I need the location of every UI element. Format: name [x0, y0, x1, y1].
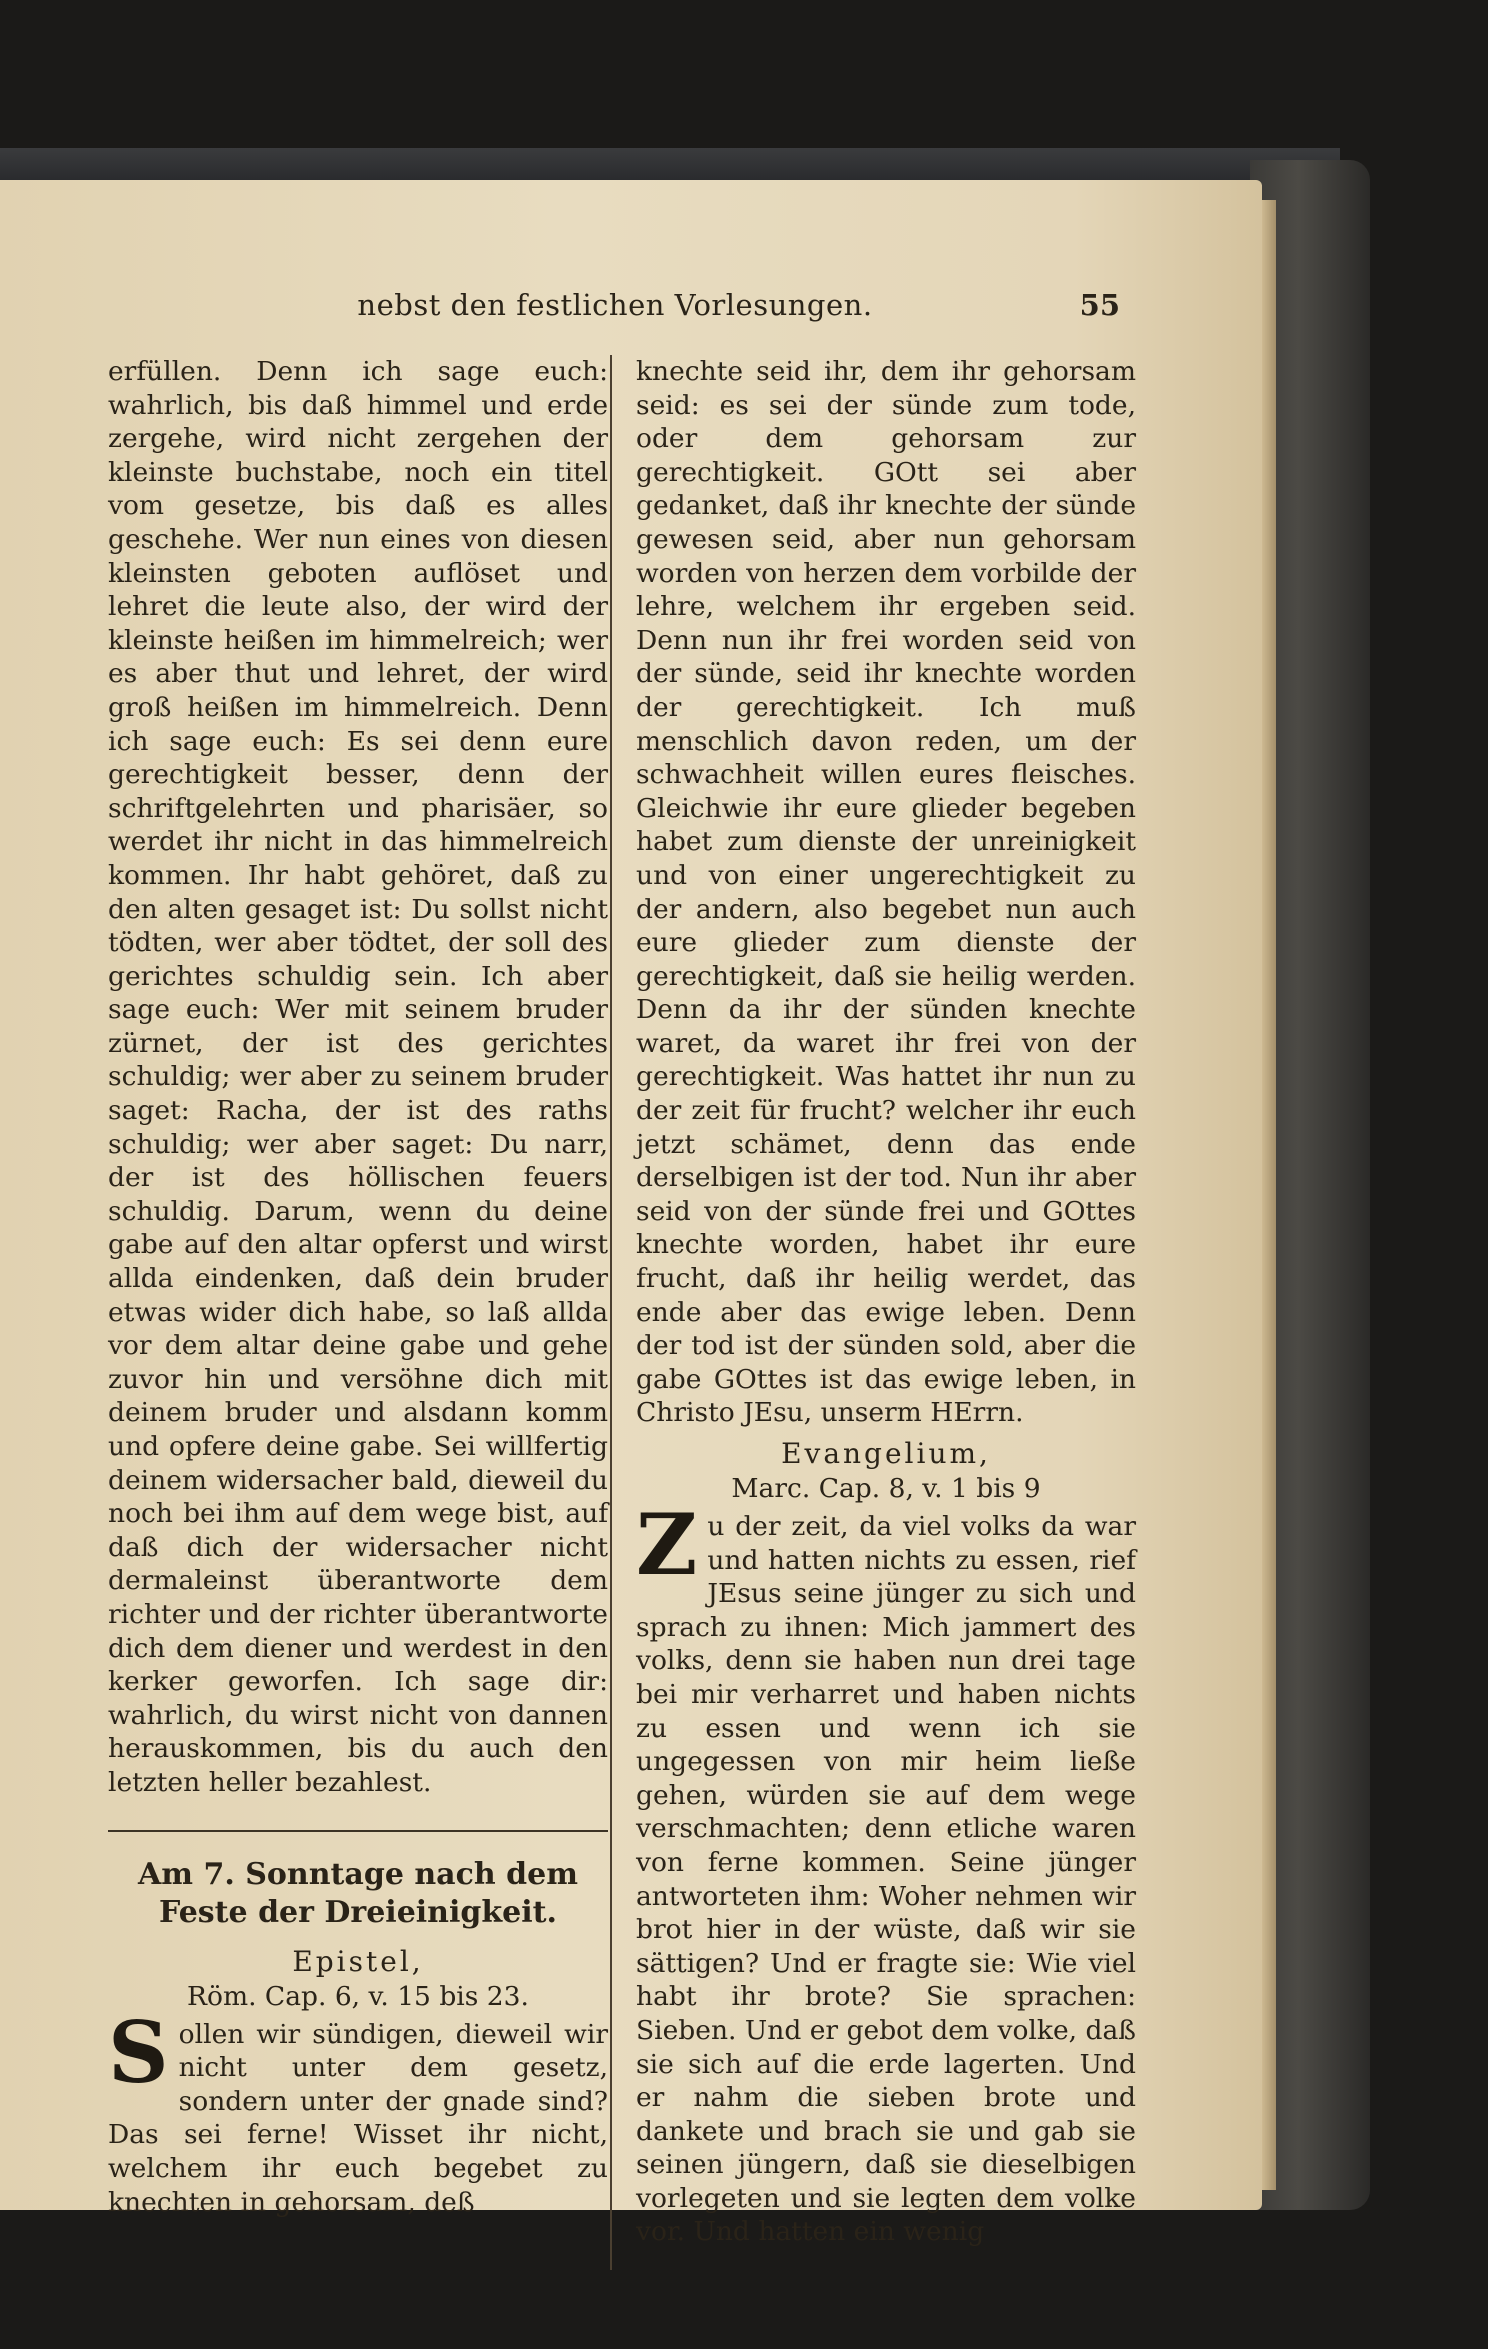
epistle-heading: Epistel,: [292, 1944, 424, 1978]
gospel-initial: Z: [636, 1495, 698, 1594]
section-title: Am 7. Sonntage nach dem Feste der Dreieinigkeit.: [138, 1856, 578, 1930]
epistle-continuation: knechte seid ihr, dem ihr gehorsam seid: es sei der sünde zum tode, oder dem gehorsam zur gerechtigkeit. GOtt sei aber gedanket, daß ihr knechte der sünde gewesen seid, aber nun gehorsam worden von herzen dem vorbilde der lehre, welchem ihr ergeben seid. Denn nun ihr frei worden seid von der sünde, seid ihr knechte worden der gerechtigkeit. Ich muß menschlich davon reden, um der schwachheit willen eures fleisches. Gleichwie ihr eure glieder begeben habet zum dienste der unreinigkeit und von einer ungerechtigkeit zu der andern, also begebet nun auch eure glieder zum dienste der gerechtigkeit, daß sie heilig werden. Denn da ihr der sünden knechte waret, da waret ihr frei von der gerechtigkeit. Was hattet ihr nun zu der zeit für frucht? welcher ihr euch jetzt schämet, denn das ende derselbigen ist der tod. Nun ihr aber seid von der sünde frei und GOttes knechte worden, habet ihr eure frucht, daß ihr heilig werdet, das ende aber das ewige leben. Denn der tod ist der sünden sold, aber die gabe GOttes ist das ewige leben, in Christo JEsu, unserm HErrn.: [636, 356, 1136, 1429]
epistle-paragraph: [108, 2002, 608, 2220]
gospel-reference: Marc. Cap. 8, v. 1 bis 9: [731, 1473, 1041, 1504]
right-column: [636, 355, 1136, 2249]
epistle-reference: Röm. Cap. 6, v. 15 bis 23.: [187, 1980, 529, 2012]
running-head: [110, 288, 1120, 332]
gospel-continuation: erfüllen. Denn ich sage euch: wahrlich, bis daß himmel und erde zergehe, wird nicht zergehen der kleinste buchstabe, noch ein titel vom gesetze, bis daß es alles geschehe. Wer nun eines von diesen kleinsten geboten auflöset und lehret die leute also, der wird der kleinste heißen im himmelreich; wer es aber thut und lehret, der wird groß heißen im himmelreich. Denn ich sage euch: Es sei denn eure gerechtigkeit besser, denn der schriftgelehrten und pharisäer, so werdet ihr nicht in das himmelreich kommen. Ihr habt gehöret, daß zu den alten gesaget ist: Du sollst nicht tödten, wer aber tödtet, der soll des gerichtes schuldig sein. Ich aber sage euch: Wer mit seinem bruder zürnet, der ist des gerichtes schuldig; wer aber zu seinem bruder saget: Racha, der ist des raths schuldig; wer aber saget: Du narr, der ist des höllischen feuers schuldig. Darum, wenn du deine gabe auf den altar opferst und wirst allda eindenken, daß dein bruder etwas wider dich habe, so laß allda vor dem altar deine gabe und gehe zuvor hin und versöhne dich mit deinem bruder und alsdann komm und opfere deine gabe. Sei willfertig deinem widersacher bald, dieweil du noch bei ihm auf dem wege bist, auf daß dich der widersacher nicht dermaleinst überantworte dem richter und der richter überantworte dich dem diener und werdest in den kerker geworfen. Ich sage dir: wahrlich, du wirst nicht von dannen herauskommen, bis du auch den letzten heller bezahlest.: [108, 356, 608, 1798]
section-rule: [108, 1830, 608, 1832]
epistle-initial: S: [108, 2002, 169, 2102]
page-number: 55: [1079, 288, 1120, 322]
gospel-text: u der zeit, da viel volks da war und hatten nichts zu essen, rief JEsus seine jünger zu sich und sprach zu ihnen: Mich jammert des volks, denn sie haben nun drei tage bei mir verharret und haben nichts zu essen und wenn ich sie ungegessen von mir heim ließe gehen, würden sie auf dem wege verschmachten; denn etliche waren von ferne kommen. Seine jünger antworteten ihm: Woher nehmen wir brot hier in der wüste, daß wir sie sättigen? Und er fragte sie: Wie viel habt ihr brote? Sie sprachen: Sieben. Und er gebot dem volke, daß sie sich auf die erde lagerten. Und er nahm die sieben brote und dankete und brach sie und gab sie seinen jüngern, daß sie dieselbigen vorlegeten und sie legten dem volke vor. Und hatten ein wenig: [636, 1511, 1136, 2248]
book-page: [0, 180, 1262, 2248]
running-head-title: nebst den festlichen Vorlesungen.: [357, 288, 873, 322]
gospel-heading: Evangelium,: [781, 1437, 991, 1470]
left-column: [108, 355, 608, 2219]
gospel-paragraph: [636, 1495, 1136, 2249]
epistle-text: ollen wir sündigen, dieweil wir nicht unter dem gesetz, sondern unter der gnade sind? Das sei ferne! Wisset ihr nicht, welchem ihr euch begebet zu knechten in gehorsam, deß: [108, 2018, 608, 2218]
page-block-edge: [1262, 200, 1276, 2190]
column-divider: [610, 355, 612, 2270]
